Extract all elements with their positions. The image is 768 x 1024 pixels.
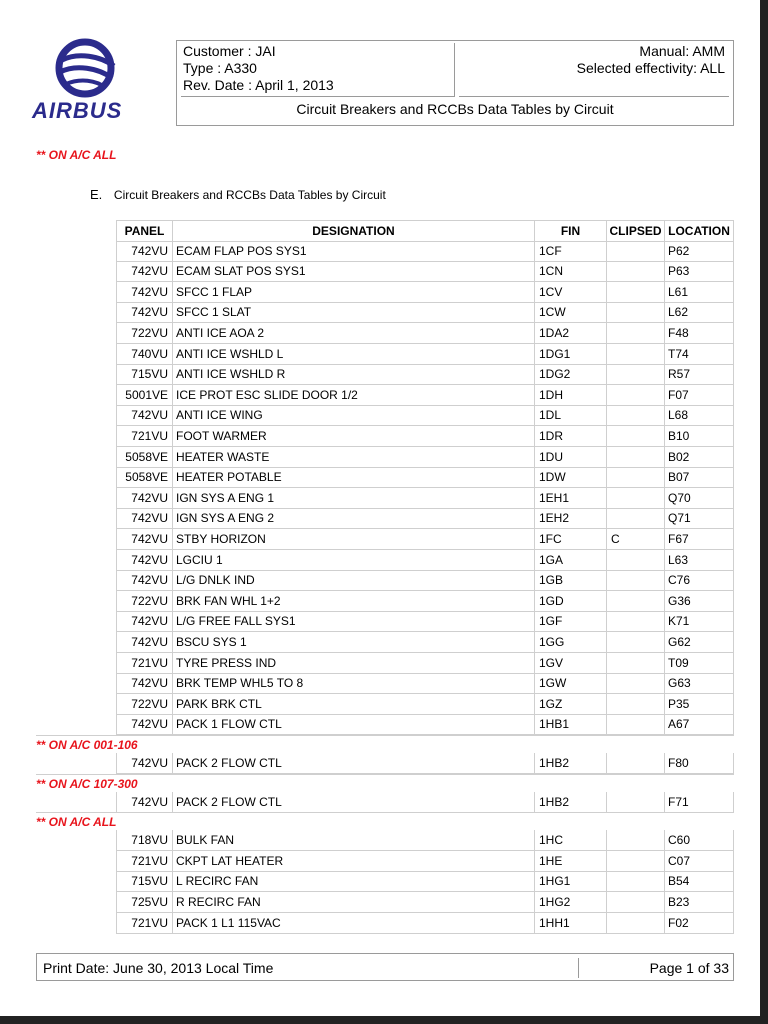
clipsed-cell (606, 851, 664, 871)
location-cell: L62 (664, 302, 734, 322)
fin-cell: 1HB1 (534, 714, 606, 734)
clipsed-cell (606, 282, 664, 302)
section-letter: E. (90, 187, 103, 202)
column-header: LOCATION (664, 221, 734, 241)
applicability-note: ** ON A/C ALL (36, 815, 117, 830)
document-title: Circuit Breakers and RCCBs Data Tables by Circuit (296, 101, 614, 117)
panel-cell: 718VU (116, 830, 172, 850)
designation-cell: R RECIRC FAN (172, 892, 534, 912)
designation-cell: PACK 2 FLOW CTL (172, 753, 534, 773)
fin-cell: 1GA (534, 550, 606, 570)
designation-cell: LGCIU 1 (172, 550, 534, 570)
fin-cell: 1HH1 (534, 913, 606, 933)
fin-cell: 1CN (534, 261, 606, 281)
print-date: Print Date: June 30, 2013 Local Time (41, 958, 579, 978)
table-row (116, 447, 734, 468)
designation-cell: ANTI ICE WSHLD R (172, 364, 534, 384)
designation-cell: BRK FAN WHL 1+2 (172, 591, 534, 611)
panel-cell: 742VU (116, 261, 172, 281)
column-header: FIN (534, 221, 606, 241)
location-cell: L68 (664, 405, 734, 425)
table-header-row (116, 220, 734, 242)
location-cell: T09 (664, 653, 734, 673)
table-row (116, 653, 734, 674)
location-cell: B54 (664, 871, 734, 891)
designation-cell: SFCC 1 SLAT (172, 302, 534, 322)
panel-cell: 742VU (116, 753, 172, 773)
airbus-emblem-icon (30, 38, 140, 98)
designation-cell: PACK 1 FLOW CTL (172, 714, 534, 734)
panel-cell: 742VU (116, 714, 172, 734)
fin-cell: 1DG1 (534, 344, 606, 364)
fin-cell: 1EH2 (534, 508, 606, 528)
fin-cell: 1GW (534, 673, 606, 693)
fin-cell: 1DR (534, 426, 606, 446)
table-row (116, 913, 734, 934)
table-row (116, 488, 734, 509)
clipsed-cell (606, 241, 664, 261)
designation-cell: ANTI ICE WING (172, 405, 534, 425)
designation-cell: CKPT LAT HEATER (172, 851, 534, 871)
airbus-logo (30, 38, 140, 128)
clipsed-cell (606, 892, 664, 912)
table-row (116, 426, 734, 447)
panel-cell: 742VU (116, 570, 172, 590)
condition-divider (36, 812, 734, 813)
designation-cell: FOOT WARMER (172, 426, 534, 446)
table-row (116, 385, 734, 406)
fin-cell: 1DH (534, 385, 606, 405)
location-cell: B07 (664, 467, 734, 487)
fin-cell: 1CW (534, 302, 606, 322)
location-cell: F80 (664, 753, 734, 773)
clipsed-cell (606, 611, 664, 631)
table-row (116, 405, 734, 426)
page-footer (36, 953, 734, 981)
clipsed-cell (606, 467, 664, 487)
location-cell: G63 (664, 673, 734, 693)
designation-cell: BSCU SYS 1 (172, 632, 534, 652)
effectivity-label: Selected effectivity: ALL (576, 60, 725, 76)
panel-cell: 5001VE (116, 385, 172, 405)
panel-cell: 721VU (116, 851, 172, 871)
location-cell: P62 (664, 241, 734, 261)
location-cell: G36 (664, 591, 734, 611)
header-meta-right (459, 43, 729, 97)
panel-cell: 742VU (116, 611, 172, 631)
clipsed-cell (606, 632, 664, 652)
location-cell: C07 (664, 851, 734, 871)
designation-cell: HEATER WASTE (172, 447, 534, 467)
fin-cell: 1HB2 (534, 753, 606, 773)
panel-cell: 742VU (116, 488, 172, 508)
panel-cell: 721VU (116, 426, 172, 446)
clipsed-cell (606, 694, 664, 714)
table-row (116, 529, 734, 550)
designation-cell: PACK 1 L1 115VAC (172, 913, 534, 933)
fin-cell: 1FC (534, 529, 606, 549)
fin-cell: 1CV (534, 282, 606, 302)
clipsed-cell (606, 550, 664, 570)
designation-cell: PACK 2 FLOW CTL (172, 792, 534, 812)
fin-cell: 1HG2 (534, 892, 606, 912)
panel-cell: 742VU (116, 282, 172, 302)
table-row (116, 792, 734, 813)
location-cell: F02 (664, 913, 734, 933)
location-cell: B02 (664, 447, 734, 467)
clipsed-cell (606, 488, 664, 508)
location-cell: B23 (664, 892, 734, 912)
applicability-note: ** ON A/C ALL (36, 148, 117, 162)
designation-cell: PARK BRK CTL (172, 694, 534, 714)
manual-label: Manual: AMM (639, 43, 725, 59)
location-cell: L61 (664, 282, 734, 302)
designation-cell: IGN SYS A ENG 2 (172, 508, 534, 528)
designation-cell: L/G FREE FALL SYS1 (172, 611, 534, 631)
panel-cell: 742VU (116, 550, 172, 570)
clipsed-cell (606, 673, 664, 693)
section-title: Circuit Breakers and RCCBs Data Tables by Circuit (113, 188, 386, 202)
location-cell: F48 (664, 323, 734, 343)
designation-cell: STBY HORIZON (172, 529, 534, 549)
table-row (116, 550, 734, 571)
applicability-note: ** ON A/C 001-106 (36, 738, 138, 752)
table-row (116, 714, 734, 735)
header-meta-left (181, 43, 455, 97)
designation-cell: SFCC 1 FLAP (172, 282, 534, 302)
panel-cell: 722VU (116, 694, 172, 714)
table-row (116, 753, 734, 774)
fin-cell: 1DW (534, 467, 606, 487)
document-header (176, 40, 734, 126)
panel-cell: 742VU (116, 792, 172, 812)
location-cell: F07 (664, 385, 734, 405)
fin-cell: 1GV (534, 653, 606, 673)
clipsed-cell (606, 792, 664, 812)
panel-cell: 742VU (116, 673, 172, 693)
designation-cell: ECAM FLAP POS SYS1 (172, 241, 534, 261)
panel-cell: 742VU (116, 241, 172, 261)
clipsed-cell (606, 364, 664, 384)
condition-divider (36, 774, 734, 775)
designation-cell: L/G DNLK IND (172, 570, 534, 590)
fin-cell: 1GF (534, 611, 606, 631)
clipsed-cell (606, 405, 664, 425)
clipsed-cell (606, 591, 664, 611)
location-cell: F71 (664, 792, 734, 812)
designation-cell: ECAM SLAT POS SYS1 (172, 261, 534, 281)
location-cell: G62 (664, 632, 734, 652)
designation-cell: L RECIRC FAN (172, 871, 534, 891)
fin-cell: 1GB (534, 570, 606, 590)
applicability-note: ** ON A/C 107-300 (36, 776, 138, 791)
condition-divider (36, 735, 734, 736)
fin-cell: 1GZ (534, 694, 606, 714)
clipsed-cell (606, 830, 664, 850)
fin-cell: 1CF (534, 241, 606, 261)
location-cell: K71 (664, 611, 734, 631)
column-header: CLIPSED (606, 221, 664, 241)
table-row (116, 344, 734, 365)
clipsed-cell (606, 714, 664, 734)
fin-cell: 1GG (534, 632, 606, 652)
panel-cell: 5058VE (116, 467, 172, 487)
table-row (116, 302, 734, 323)
clipsed-cell (606, 344, 664, 364)
fin-cell: 1HC (534, 830, 606, 850)
designation-cell: HEATER POTABLE (172, 467, 534, 487)
table-row (116, 611, 734, 632)
clipsed-cell (606, 508, 664, 528)
fin-cell: 1DG2 (534, 364, 606, 384)
fin-cell: 1HG1 (534, 871, 606, 891)
panel-cell: 722VU (116, 591, 172, 611)
clipsed-cell (606, 385, 664, 405)
clipsed-cell (606, 913, 664, 933)
location-cell: Q71 (664, 508, 734, 528)
table-row (116, 851, 734, 872)
table-row (116, 830, 734, 851)
type-label: Type : A330 (183, 60, 257, 76)
table-row (116, 261, 734, 282)
designation-cell: BRK TEMP WHL5 TO 8 (172, 673, 534, 693)
panel-cell: 742VU (116, 529, 172, 549)
panel-cell: 742VU (116, 405, 172, 425)
location-cell: C76 (664, 570, 734, 590)
section-heading (90, 187, 386, 202)
panel-cell: 742VU (116, 302, 172, 322)
clipsed-cell (606, 261, 664, 281)
table-row (116, 241, 734, 262)
designation-cell: ANTI ICE WSHLD L (172, 344, 534, 364)
location-cell: R57 (664, 364, 734, 384)
table-row (116, 892, 734, 913)
panel-cell: 721VU (116, 653, 172, 673)
customer-label: Customer : JAI (183, 43, 276, 59)
location-cell: B10 (664, 426, 734, 446)
table-row (116, 364, 734, 385)
fin-cell: 1EH1 (534, 488, 606, 508)
panel-cell: 742VU (116, 632, 172, 652)
clipsed-cell: C (606, 529, 664, 549)
clipsed-cell (606, 302, 664, 322)
location-cell: C60 (664, 830, 734, 850)
table-row (116, 570, 734, 591)
fin-cell: 1DL (534, 405, 606, 425)
logo-wordmark: AIRBUS (32, 98, 123, 123)
fin-cell: 1GD (534, 591, 606, 611)
panel-cell: 725VU (116, 892, 172, 912)
location-cell: A67 (664, 714, 734, 734)
table-row (116, 632, 734, 653)
panel-cell: 715VU (116, 871, 172, 891)
panel-cell: 715VU (116, 364, 172, 384)
location-cell: Q70 (664, 488, 734, 508)
table-row (116, 673, 734, 694)
table-row (116, 591, 734, 612)
location-cell: T74 (664, 344, 734, 364)
clipsed-cell (606, 871, 664, 891)
table-row (116, 694, 734, 715)
fin-cell: 1HB2 (534, 792, 606, 812)
fin-cell: 1DA2 (534, 323, 606, 343)
location-cell: P35 (664, 694, 734, 714)
rev-date-label: Rev. Date : April 1, 2013 (183, 77, 334, 93)
clipsed-cell (606, 323, 664, 343)
location-cell: F67 (664, 529, 734, 549)
clipsed-cell (606, 570, 664, 590)
clipsed-cell (606, 753, 664, 773)
panel-cell: 740VU (116, 344, 172, 364)
panel-cell: 722VU (116, 323, 172, 343)
fin-cell: 1HE (534, 851, 606, 871)
clipsed-cell (606, 426, 664, 446)
page-number: Page 1 of 33 (649, 960, 729, 976)
table-row (116, 282, 734, 303)
table-row (116, 323, 734, 344)
table-row (116, 508, 734, 529)
designation-cell: ANTI ICE AOA 2 (172, 323, 534, 343)
location-cell: L63 (664, 550, 734, 570)
column-header: DESIGNATION (172, 221, 534, 241)
designation-cell: TYRE PRESS IND (172, 653, 534, 673)
clipsed-cell (606, 447, 664, 467)
panel-cell: 5058VE (116, 447, 172, 467)
panel-cell: 721VU (116, 913, 172, 933)
designation-cell: ICE PROT ESC SLIDE DOOR 1/2 (172, 385, 534, 405)
designation-cell: BULK FAN (172, 830, 534, 850)
location-cell: P63 (664, 261, 734, 281)
clipsed-cell (606, 653, 664, 673)
table-row (116, 871, 734, 892)
fin-cell: 1DU (534, 447, 606, 467)
panel-cell: 742VU (116, 508, 172, 528)
designation-cell: IGN SYS A ENG 1 (172, 488, 534, 508)
table-row (116, 467, 734, 488)
column-header: PANEL (116, 221, 172, 241)
